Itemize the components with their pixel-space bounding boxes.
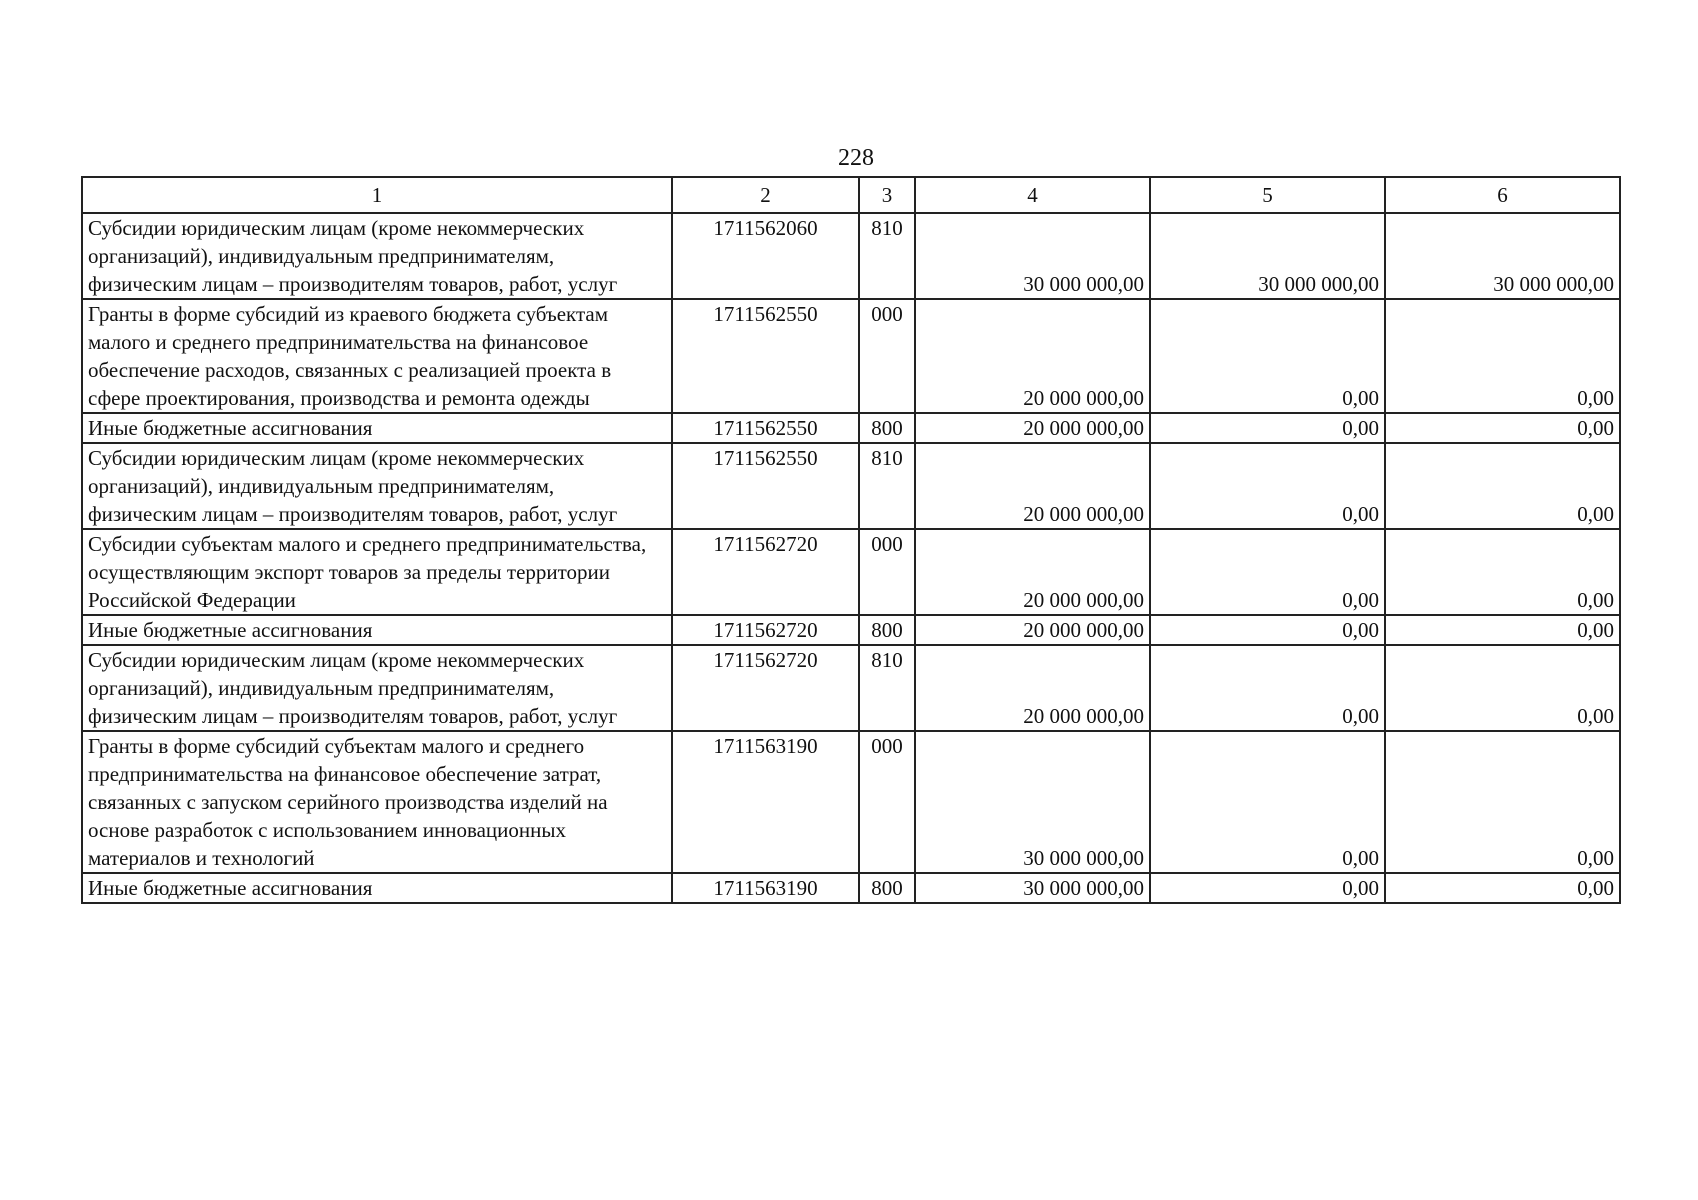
target-code: 1711562550 xyxy=(672,299,859,413)
amount-col-6: 30 000 000,00 xyxy=(1385,213,1620,299)
amount-col-5: 0,00 xyxy=(1150,731,1385,873)
expense-type-code: 000 xyxy=(859,299,915,413)
expense-name: Иные бюджетные ассигнования xyxy=(82,615,672,645)
amount-col-6: 0,00 xyxy=(1385,529,1620,615)
amount-col-4: 30 000 000,00 xyxy=(915,731,1150,873)
expense-type-code: 800 xyxy=(859,413,915,443)
amount-col-5: 0,00 xyxy=(1150,873,1385,903)
target-code: 1711562720 xyxy=(672,529,859,615)
expense-type-code: 810 xyxy=(859,443,915,529)
amount-col-6: 0,00 xyxy=(1385,645,1620,731)
amount-col-6: 0,00 xyxy=(1385,731,1620,873)
expense-name: Субсидии юридическим лицам (кроме некоммерческих организаций), индивидуальным предпринимателям, физическим лицам – производителям товаров, работ, услуг xyxy=(82,213,672,299)
amount-col-4: 20 000 000,00 xyxy=(915,443,1150,529)
amount-col-4: 20 000 000,00 xyxy=(915,299,1150,413)
amount-col-4: 20 000 000,00 xyxy=(915,615,1150,645)
expense-type-code: 810 xyxy=(859,645,915,731)
table-row xyxy=(82,213,1620,299)
header-cell-3: 3 xyxy=(859,177,915,213)
table-row xyxy=(82,299,1620,413)
amount-col-5: 30 000 000,00 xyxy=(1150,213,1385,299)
expense-name: Иные бюджетные ассигнования xyxy=(82,413,672,443)
amount-col-6: 0,00 xyxy=(1385,443,1620,529)
page-number: 228 xyxy=(838,145,874,171)
table-row xyxy=(82,615,1620,645)
amount-col-5: 0,00 xyxy=(1150,299,1385,413)
target-code: 1711562060 xyxy=(672,213,859,299)
expense-type-code: 000 xyxy=(859,731,915,873)
target-code: 1711562550 xyxy=(672,413,859,443)
target-code: 1711562550 xyxy=(672,443,859,529)
amount-col-4: 20 000 000,00 xyxy=(915,529,1150,615)
target-code: 1711562720 xyxy=(672,645,859,731)
amount-col-4: 30 000 000,00 xyxy=(915,873,1150,903)
amount-col-6: 0,00 xyxy=(1385,299,1620,413)
expense-type-code: 800 xyxy=(859,615,915,645)
header-cell-5: 5 xyxy=(1150,177,1385,213)
header-cell-6: 6 xyxy=(1385,177,1620,213)
table-row xyxy=(82,413,1620,443)
table-row xyxy=(82,443,1620,529)
table-row xyxy=(82,731,1620,873)
expense-name: Субсидии субъектам малого и среднего предпринимательства, осуществляющим экспорт товаров за пределы территории Российской Федерации xyxy=(82,529,672,615)
amount-col-4: 20 000 000,00 xyxy=(915,413,1150,443)
target-code: 1711563190 xyxy=(672,873,859,903)
header-cell-4: 4 xyxy=(915,177,1150,213)
amount-col-5: 0,00 xyxy=(1150,443,1385,529)
amount-col-6: 0,00 xyxy=(1385,413,1620,443)
amount-col-4: 30 000 000,00 xyxy=(915,213,1150,299)
expense-type-code: 800 xyxy=(859,873,915,903)
expense-type-code: 810 xyxy=(859,213,915,299)
amount-col-4: 20 000 000,00 xyxy=(915,645,1150,731)
amount-col-5: 0,00 xyxy=(1150,645,1385,731)
amount-col-6: 0,00 xyxy=(1385,615,1620,645)
amount-col-6: 0,00 xyxy=(1385,873,1620,903)
amount-col-5: 0,00 xyxy=(1150,413,1385,443)
table-row xyxy=(82,645,1620,731)
budget-table xyxy=(81,176,1621,904)
expense-type-code: 000 xyxy=(859,529,915,615)
table-row xyxy=(82,873,1620,903)
amount-col-5: 0,00 xyxy=(1150,615,1385,645)
header-cell-1: 1 xyxy=(82,177,672,213)
header-cell-2: 2 xyxy=(672,177,859,213)
expense-name: Гранты в форме субсидий субъектам малого и среднего предпринимательства на финансовое обеспечение затрат, связанных с запуском серийного производства изделий на основе разработок с использованием инновационных материалов и технологий xyxy=(82,731,672,873)
expense-name: Гранты в форме субсидий из краевого бюджета субъектам малого и среднего предпринимательства на финансовое обеспечение расходов, связанных с реализацией проекта в сфере проектирования, производства и ремонта одежды xyxy=(82,299,672,413)
amount-col-5: 0,00 xyxy=(1150,529,1385,615)
header-row xyxy=(82,177,1620,213)
expense-name: Субсидии юридическим лицам (кроме некоммерческих организаций), индивидуальным предпринимателям, физическим лицам – производителям товаров, работ, услуг xyxy=(82,645,672,731)
target-code: 1711563190 xyxy=(672,731,859,873)
expense-name: Иные бюджетные ассигнования xyxy=(82,873,672,903)
table-row xyxy=(82,529,1620,615)
target-code: 1711562720 xyxy=(672,615,859,645)
expense-name: Субсидии юридическим лицам (кроме некоммерческих организаций), индивидуальным предпринимателям, физическим лицам – производителям товаров, работ, услуг xyxy=(82,443,672,529)
